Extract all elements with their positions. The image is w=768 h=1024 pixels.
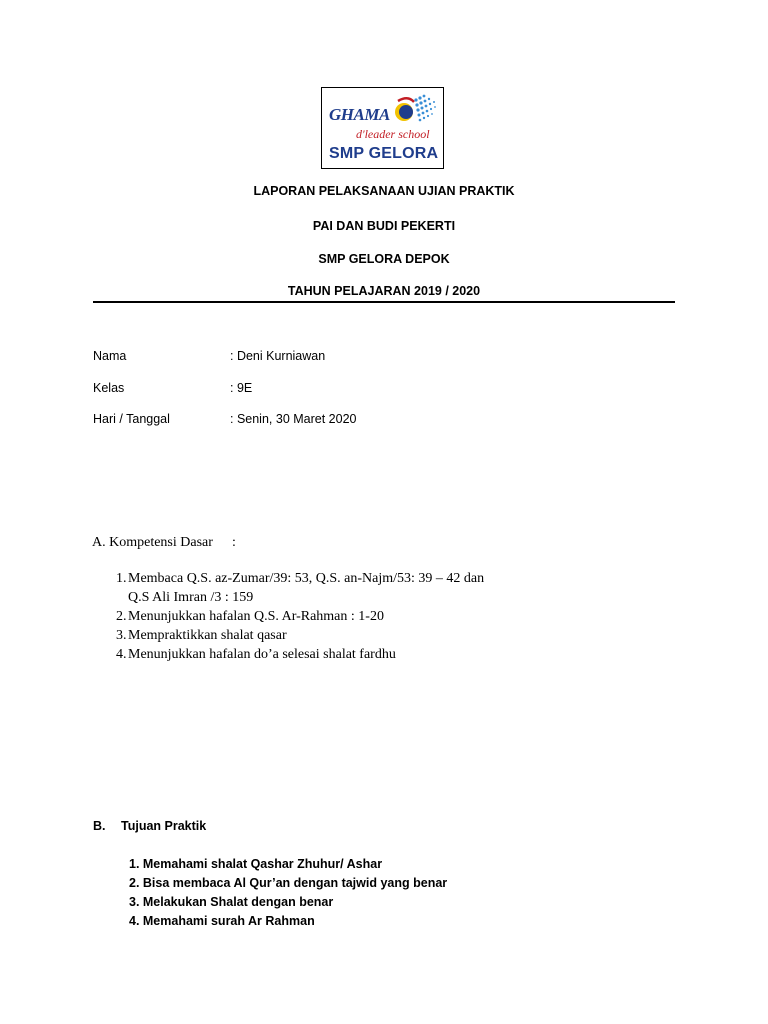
list-item-text-continued: Q.S Ali Imran /3 : 159 [128,590,254,605]
objective-list [129,855,447,931]
list-item-number: 1. [116,571,127,586]
section-a-title: A. Kompetensi Dasar [92,535,213,550]
identity-value-date: : Senin, 30 Maret 2020 [230,412,357,426]
section-b-letter: B. [93,819,106,833]
list-item: 2. Bisa membaca Al Qur’an dengan tajwid yang benar [129,876,448,890]
section-a-colon: : [232,535,236,550]
list-item: 1. Memahami shalat Qashar Zhuhur/ Ashar [129,857,383,871]
list-item-number: 2. [116,609,127,624]
logo-brand-text: GHAMA [329,105,390,124]
identity-label-class: Kelas [93,381,125,395]
identity-value-name: : Deni Kurniawan [230,349,326,363]
list-item: 4. Memahami surah Ar Rahman [129,914,315,928]
list-item-number: 4. [116,647,127,662]
section-b-heading [93,819,207,833]
header-divider [93,301,675,303]
list-item [116,569,548,607]
competency-list [116,569,548,664]
school-logo [321,87,444,169]
section-a-heading [92,535,236,551]
logo-tagline: d'leader school [356,127,430,141]
academic-year-title: TAHUN PELAJARAN 2019 / 2020 [287,284,481,298]
school-title: SMP GELORA DEPOK [318,252,450,266]
section-b-title: Tujuan Praktik [121,819,207,833]
list-item [116,645,548,664]
list-item: 3. Melakukan Shalat dengan benar [129,895,334,909]
subject-title: PAI DAN BUDI PEKERTI [312,219,456,233]
list-item-text: Menunjukkan hafalan do’a selesai shalat fardhu [128,647,396,662]
identity-label-name: Nama [93,349,127,363]
identity-value-class: : 9E [230,381,253,395]
identity-label-date: Hari / Tanggal [93,412,170,426]
list-item [116,626,548,645]
logo-emblem-icon [390,92,442,130]
logo-school-name: SMP GELORA [329,145,439,162]
report-title: LAPORAN PELAKSANAAN UJIAN PRAKTIK [253,184,515,198]
list-item-text: Menunjukkan hafalan Q.S. Ar-Rahman : 1-20 [128,609,384,624]
list-item-text: Mempraktikkan shalat qasar [128,628,287,643]
list-item-number: 3. [116,628,127,643]
list-item [116,607,548,626]
list-item-text: Membaca Q.S. az-Zumar/39: 53, Q.S. an-Najm/53: 39 – 42 dan [128,571,485,586]
